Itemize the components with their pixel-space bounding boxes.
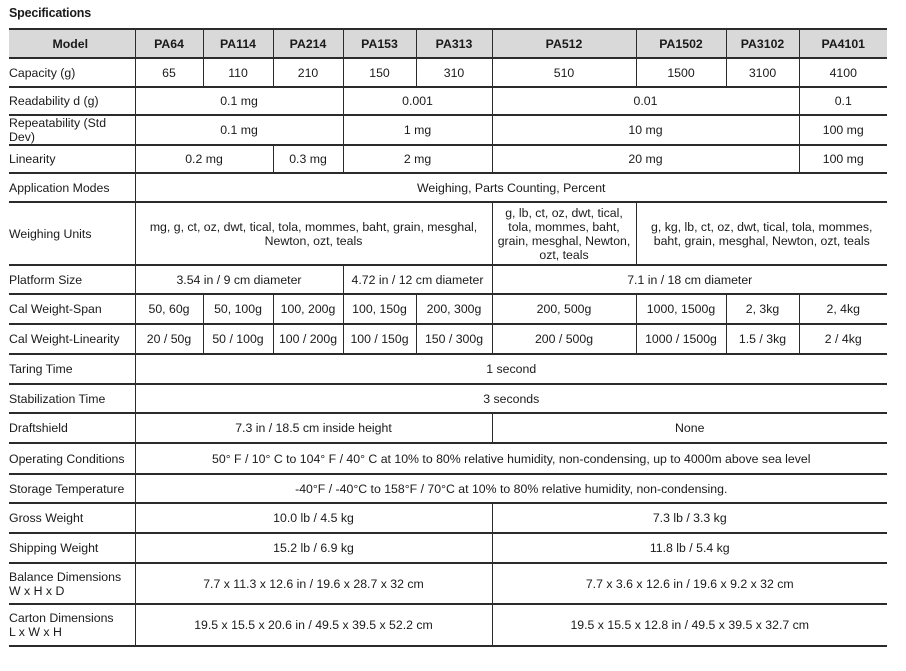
table-cell: 50 / 100g	[203, 324, 273, 354]
table-cell: 7.7 x 3.6 x 12.6 in / 19.6 x 9.2 x 32 cm	[492, 563, 887, 604]
table-cell: 7.1 in / 18 cm diameter	[492, 265, 887, 294]
table-cell: 15.2 lb / 6.9 kg	[135, 533, 492, 563]
table-cell: 200, 500g	[492, 294, 636, 324]
table-cell: 20 / 50g	[135, 324, 203, 354]
table-cell: 7.7 x 11.3 x 12.6 in / 19.6 x 28.7 x 32 cm	[135, 563, 492, 604]
table-cell: 210	[273, 58, 343, 87]
row-label: Operating Conditions	[9, 443, 135, 474]
table-cell: 4.72 in / 12 cm diameter	[343, 265, 492, 294]
table-cell: 65	[135, 58, 203, 87]
row-label: Balance Dimensions W x H x D	[9, 563, 135, 604]
row-label: Stabilization Time	[9, 384, 135, 413]
table-cell: 0.01	[492, 87, 799, 115]
table-cell: 19.5 x 15.5 x 12.8 in / 49.5 x 39.5 x 32.7 cm	[492, 604, 887, 646]
table-row	[9, 533, 887, 563]
table-cell: 310	[416, 58, 492, 87]
model-header: PA512	[492, 29, 636, 58]
table-cell: None	[492, 413, 887, 443]
table-cell: 200, 300g	[416, 294, 492, 324]
table-cell: 0.001	[343, 87, 492, 115]
row-label: Storage Temperature	[9, 474, 135, 503]
table-row	[9, 604, 887, 646]
row-label: Shipping Weight	[9, 533, 135, 563]
table-cell: 2 mg	[343, 145, 492, 173]
table-cell: 2 / 4kg	[799, 324, 887, 354]
table-cell: g, lb, ct, oz, dwt, tical, tola, mommes, baht, grain, mesghal, Newton, ozt, teals	[492, 202, 636, 265]
table-cell: 1 mg	[343, 115, 492, 145]
table-row	[9, 443, 887, 474]
table-cell: mg, g, ct, oz, dwt, tical, tola, mommes, baht, grain, mesghal, Newton, ozt, teals	[135, 202, 492, 265]
table-cell: 150 / 300g	[416, 324, 492, 354]
table-cell: 2, 4kg	[799, 294, 887, 324]
row-label: Taring Time	[9, 354, 135, 384]
table-row	[9, 202, 887, 265]
table-cell: 20 mg	[492, 145, 799, 173]
table-cell: 50, 100g	[203, 294, 273, 324]
table-cell: 4100	[799, 58, 887, 87]
row-label: Cal Weight-Linearity	[9, 324, 135, 354]
table-cell: 1500	[636, 58, 726, 87]
model-header: PA153	[343, 29, 416, 58]
model-header: PA1502	[636, 29, 726, 58]
row-label: Application Modes	[9, 173, 135, 202]
table-cell: 50° F / 10° C to 104° F / 40° C at 10% to 80% relative humidity, non-condensing, up to 4000m above sea level	[135, 443, 887, 474]
table-cell: 100 mg	[799, 145, 887, 173]
table-row	[9, 115, 887, 145]
table-row	[9, 474, 887, 503]
table-cell: 0.3 mg	[273, 145, 343, 173]
table-cell: 100 / 150g	[343, 324, 416, 354]
row-label: Carton Dimensions L x W x H	[9, 604, 135, 646]
table-cell: 1000 / 1500g	[636, 324, 726, 354]
table-cell: 0.1	[799, 87, 887, 115]
model-header: PA214	[273, 29, 343, 58]
table-row	[9, 294, 887, 324]
table-cell: 1.5 / 3kg	[726, 324, 799, 354]
table-cell: 100, 200g	[273, 294, 343, 324]
table-cell: 1000, 1500g	[636, 294, 726, 324]
table-cell: 510	[492, 58, 636, 87]
table-row	[9, 413, 887, 443]
table-cell: 7.3 in / 18.5 cm inside height	[135, 413, 492, 443]
table-cell: 0.1 mg	[135, 87, 343, 115]
row-label: Repeatability (Std Dev)	[9, 115, 135, 145]
table-cell: 11.8 lb / 5.4 kg	[492, 533, 887, 563]
model-header: PA3102	[726, 29, 799, 58]
header-row	[9, 29, 887, 58]
model-header: PA64	[135, 29, 203, 58]
table-row	[9, 563, 887, 604]
model-header: PA114	[203, 29, 273, 58]
table-cell: 2, 3kg	[726, 294, 799, 324]
row-label: Platform Size	[9, 265, 135, 294]
table-row	[9, 145, 887, 173]
table-row	[9, 58, 887, 87]
table-cell: 3.54 in / 9 cm diameter	[135, 265, 343, 294]
row-label: Draftshield	[9, 413, 135, 443]
row-label: Linearity	[9, 145, 135, 173]
table-cell: 110	[203, 58, 273, 87]
table-cell: g, kg, lb, ct, oz, dwt, tical, tola, mommes, baht, grain, mesghal, Newton, ozt, teals	[636, 202, 887, 265]
row-label: Cal Weight-Span	[9, 294, 135, 324]
table-cell: 100 mg	[799, 115, 887, 145]
row-label: Weighing Units	[9, 202, 135, 265]
model-header: PA4101	[799, 29, 887, 58]
table-cell: 100 / 200g	[273, 324, 343, 354]
table-cell: 3 seconds	[135, 384, 887, 413]
specifications-table	[9, 28, 887, 647]
table-cell: 7.3 lb / 3.3 kg	[492, 503, 887, 533]
table-cell: 0.2 mg	[135, 145, 273, 173]
table-cell: 50, 60g	[135, 294, 203, 324]
table-row	[9, 265, 887, 294]
table-cell: 150	[343, 58, 416, 87]
row-label: Gross Weight	[9, 503, 135, 533]
table-cell: -40°F / -40°C to 158°F / 70°C at 10% to 80% relative humidity, non-condensing.	[135, 474, 887, 503]
model-header: PA313	[416, 29, 492, 58]
table-row	[9, 384, 887, 413]
table-cell: 3100	[726, 58, 799, 87]
table-cell: 10.0 lb / 4.5 kg	[135, 503, 492, 533]
table-row	[9, 354, 887, 384]
table-row	[9, 324, 887, 354]
table-cell: 10 mg	[492, 115, 799, 145]
row-label: Readability d (g)	[9, 87, 135, 115]
table-cell: 200 / 500g	[492, 324, 636, 354]
header-label: Model	[9, 29, 135, 58]
table-row	[9, 87, 887, 115]
table-cell: 19.5 x 15.5 x 20.6 in / 49.5 x 39.5 x 52.2 cm	[135, 604, 492, 646]
row-label: Capacity (g)	[9, 58, 135, 87]
table-row	[9, 503, 887, 533]
table-cell: 1 second	[135, 354, 887, 384]
table-cell: 0.1 mg	[135, 115, 343, 145]
table-cell: 100, 150g	[343, 294, 416, 324]
page-title: Specifications	[9, 6, 91, 20]
table-row	[9, 173, 887, 202]
table-cell: Weighing, Parts Counting, Percent	[135, 173, 887, 202]
